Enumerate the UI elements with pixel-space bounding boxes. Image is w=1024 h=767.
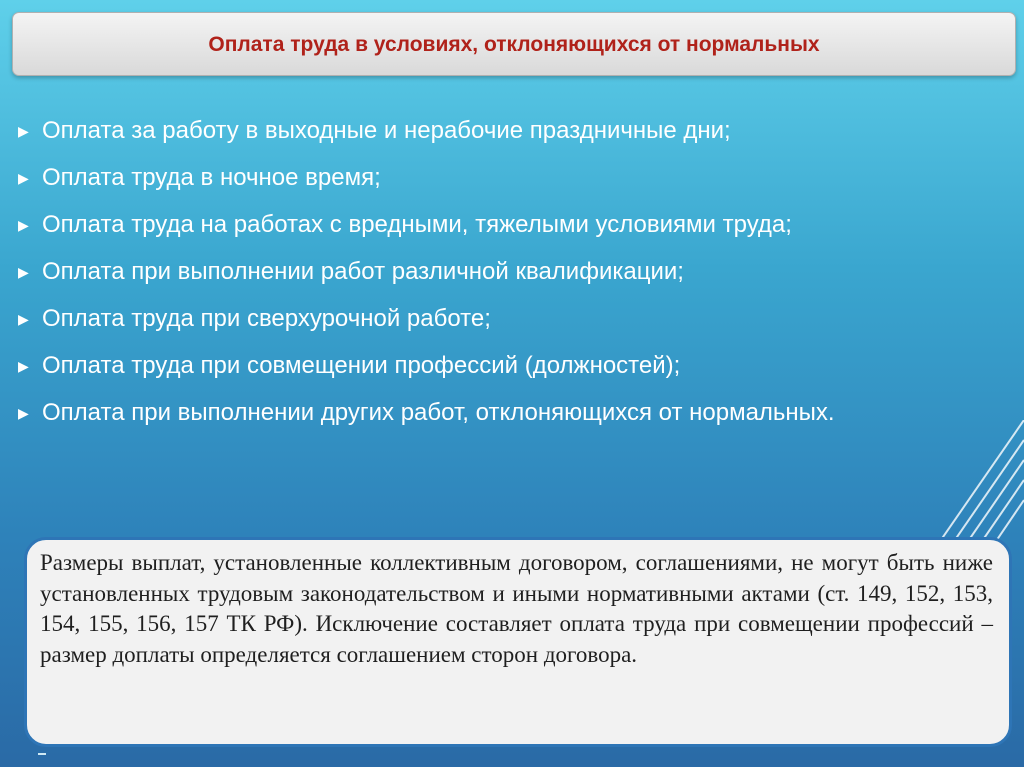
bullet-list: [18, 116, 948, 428]
bullet-item: [18, 116, 948, 146]
decorative-stripes: [934, 420, 1024, 550]
triangle-right-icon: ▶: [18, 264, 29, 280]
triangle-right-icon: ▶: [18, 123, 29, 139]
bullet-text: Оплата труда при сверхурочной работе;: [42, 305, 491, 332]
slide-title: Оплата труда в условиях, отклоняющихся от нормальных: [208, 33, 820, 56]
note-text: Размеры выплат, установленные коллективным договором, соглашениями, не могут быть ниже установленных трудовым законодательством и иными нормативными актами (ст. 149, 152, 153, 154, 155, 156, 157 ТК РФ). Исключение составляет оплата труда при совмещении профессий – размер доплаты определяется соглашением сторон договора.: [40, 550, 993, 667]
bullet-text: Оплата за работу в выходные и нерабочие праздничные дни;: [42, 117, 731, 144]
bullet-item: [18, 210, 948, 240]
bullet-item: [18, 351, 948, 381]
bullet-text: Оплата при выполнении работ различной квалификации;: [42, 258, 684, 285]
triangle-right-icon: ▶: [18, 217, 29, 233]
note-box: [24, 537, 1012, 747]
bullet-item: [18, 304, 948, 334]
bullet-item: [18, 163, 948, 193]
footer-mark: [38, 753, 46, 755]
triangle-right-icon: ▶: [18, 405, 29, 421]
bullet-item: [18, 398, 948, 428]
title-box: [12, 12, 1016, 76]
triangle-right-icon: ▶: [18, 170, 29, 186]
bullet-text: Оплата при выполнении других работ, отклоняющихся от нормальных.: [42, 399, 835, 426]
triangle-right-icon: ▶: [18, 358, 29, 374]
bullet-text: Оплата труда на работах с вредными, тяжелыми условиями труда;: [42, 211, 792, 238]
bullet-text: Оплата труда при совмещении профессий (должностей);: [42, 352, 681, 379]
bullet-text: Оплата труда в ночное время;: [42, 164, 381, 191]
triangle-right-icon: ▶: [18, 311, 29, 327]
bullet-item: [18, 257, 948, 287]
